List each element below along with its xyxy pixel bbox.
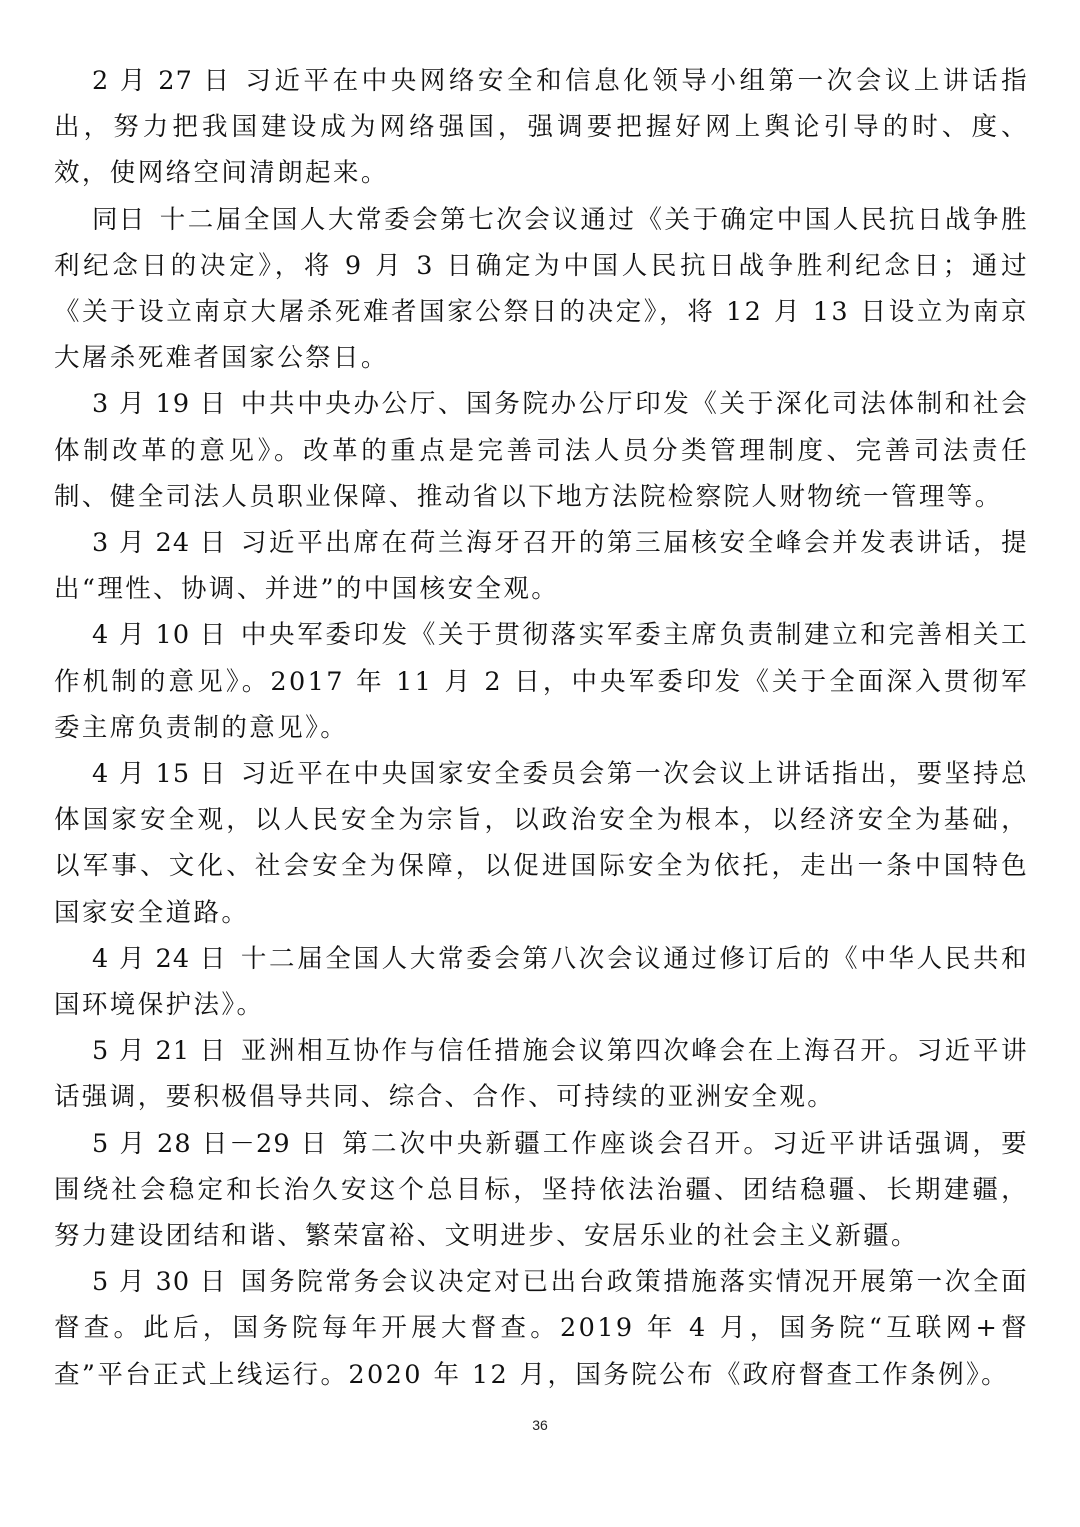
- entry-text: 十二届全国人大常委会第七次会议通过《关于确定中国人民抗日战争胜利纪念日的决定》，将 9 月 3 日确定为中国人民抗日战争胜利纪念日；通过《关于设立南京大屠杀死难者国家公祭日的决定》，将 12 月 13 日设立为南京大屠杀死难者国家公祭日。: [54, 204, 1029, 374]
- entry-text: 习近平在中央网络安全和信息化领导小组第一次会议上讲话指出，努力把我国建设成为网络强国，强调要把握好网上舆论引导的时、度、效，使网络空间清朗起来。: [54, 66, 1029, 189]
- page-number: 36: [532, 1417, 548, 1433]
- entry-text: 十二届全国人大常委会第八次会议通过修订后的《中华人民共和国环境保护法》。: [54, 943, 1029, 1021]
- entry-date: 3 月 19 日: [92, 389, 227, 420]
- chronology-text: [54, 58, 1029, 1398]
- chronology-entry: [54, 1259, 1029, 1398]
- entry-text: 中共中央办公厅、国务院办公厅印发《关于深化司法体制和社会体制改革的意见》。改革的重点是完善司法人员分类管理制度、完善司法责任制、健全司法人员职业保障、推动省以下地方法院检察院人财物统一管理等。: [54, 389, 1029, 512]
- chronology-entry: [54, 58, 1029, 197]
- chronology-entry: [54, 1121, 1029, 1260]
- chronology-entry: [54, 381, 1029, 520]
- entry-date: 4 月 15 日: [92, 759, 227, 790]
- chronology-entry: [54, 520, 1029, 612]
- entry-date: 同日: [92, 204, 146, 235]
- chronology-entry: [54, 936, 1029, 1028]
- entry-text: 亚洲相互协作与信任措施会议第四次峰会在上海召开。习近平讲话强调，要积极倡导共同、综合、合作、可持续的亚洲安全观。: [54, 1036, 1029, 1113]
- entry-text: 第二次中央新疆工作座谈会召开。习近平讲话强调，要围绕社会稳定和长治久安这个总目标，坚持依法治疆、团结稳疆、长期建疆，努力建设团结和谐、繁荣富裕、文明进步、安居乐业的社会主义新疆。: [54, 1128, 1029, 1252]
- entry-date: 5 月 30 日: [92, 1267, 227, 1298]
- entry-date: 5 月 21 日: [92, 1036, 227, 1067]
- entry-date: 5 月 28 日－29 日: [92, 1128, 329, 1159]
- chronology-entry: [54, 612, 1029, 751]
- entry-text: 国务院常务会议决定对已出台政策措施落实情况开展第一次全面督查。此后，国务院每年开展大督查。2019 年 4 月，国务院“互联网+督查”平台正式上线运行。2020 年 12 月，国务院公布《政府督查工作条例》。: [54, 1267, 1029, 1390]
- entry-text: 习近平出席在荷兰海牙召开的第三届核安全峰会并发表讲话，提出“理性、协调、并进”的中国核安全观。: [54, 528, 1029, 605]
- chronology-entry: [54, 751, 1029, 936]
- chronology-entry: [54, 197, 1029, 382]
- entry-date: 4 月 10 日: [92, 620, 227, 651]
- entry-date: 4 月 24 日: [92, 943, 227, 974]
- entry-text: 习近平在中央国家安全委员会第一次会议上讲话指出，要坚持总体国家安全观，以人民安全为宗旨，以政治安全为根本，以经济安全为基础，以军事、文化、社会安全为保障，以促进国际安全为依托，走出一条中国特色国家安全道路。: [54, 759, 1029, 928]
- entry-text: 中央军委印发《关于贯彻落实军委主席负责制建立和完善相关工作机制的意见》。2017 年 11 月 2 日，中央军委印发《关于全面深入贯彻军委主席负责制的意见》。: [54, 620, 1029, 743]
- chronology-entry: [54, 1028, 1029, 1120]
- entry-date: 3 月 24 日: [92, 528, 227, 559]
- entry-date: 2 月 27 日: [92, 66, 232, 96]
